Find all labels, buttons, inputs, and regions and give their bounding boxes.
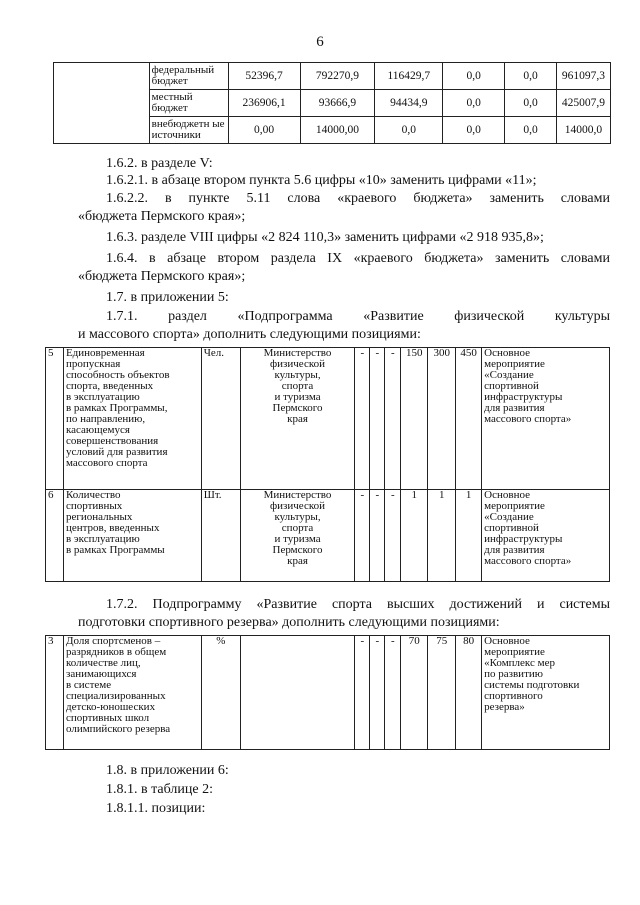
- row-number: 3: [46, 636, 64, 750]
- paragraph-1-7-1-cont: и массового спорта» дополнить следующими позициями:: [78, 327, 421, 342]
- dash-cell: -: [385, 636, 401, 750]
- budget-value: 0,0: [443, 117, 505, 144]
- activity-cell: Основное мероприятие «Создание спортивной инфраструктуры для развития массового спорта»: [482, 490, 610, 582]
- budget-source: внебюджетн ые источники: [149, 117, 228, 144]
- value-cell: 70: [401, 636, 428, 750]
- paragraph-1-7-1: 1.7.1. раздел «Подпрограмма «Развитие физической культуры: [106, 309, 610, 324]
- paragraph-1-8-1: 1.8.1. в таблице 2:: [106, 782, 213, 797]
- budget-value: 0,0: [443, 63, 505, 90]
- dash-cell: -: [370, 490, 385, 582]
- unit-cell: Шт.: [201, 490, 240, 582]
- executor-cell: Министерство физической культуры, спорта и туризма Пермского края: [240, 490, 355, 582]
- budget-value: 0,0: [505, 117, 557, 144]
- budget-value: 0,0: [505, 63, 557, 90]
- paragraph-1-7-2-cont: подготовки спортивного резерва» дополнить следующими позициями:: [78, 615, 500, 630]
- dash-cell: -: [355, 636, 370, 750]
- table-row: [46, 636, 610, 750]
- paragraph-1-6-4-cont: «бюджета Пермского края»;: [78, 269, 246, 284]
- budget-value: 0,0: [505, 90, 557, 117]
- indicator-cell: Единовременная пропускная способность объектов спорта, введенных в эксплуатацию в рамках Программы, по направлению, касающемуся совершенствования условий для развития массового спорта: [63, 348, 201, 490]
- activity-cell: Основное мероприятие «Комплекс мер по развитию системы подготовки спортивного резерва»: [482, 636, 610, 750]
- indicator-cell: Количество спортивных региональных центров, введенных в эксплуатацию в рамках Программы: [63, 490, 201, 582]
- value-cell: 450: [456, 348, 482, 490]
- dash-cell: -: [355, 490, 370, 582]
- budget-value: 14000,00: [300, 117, 375, 144]
- value-cell: 75: [428, 636, 456, 750]
- unit-cell: %: [201, 636, 240, 750]
- budget-value: 94434,9: [375, 90, 443, 117]
- unit-cell: Чел.: [201, 348, 240, 490]
- executor-cell: Министерство физической культуры, спорта и туризма Пермского края: [240, 348, 355, 490]
- paragraph-1-8-1-1: 1.8.1.1. позиции:: [106, 801, 206, 816]
- paragraph-1-6-4: 1.6.4. в абзаце втором раздела IX «краевого бюджета» заменить словами: [106, 251, 610, 266]
- paragraph-1-6-2-2-cont: «бюджета Пермского края»;: [78, 209, 246, 224]
- paragraph-1-8: 1.8. в приложении 6:: [106, 763, 229, 778]
- budget-value: 116429,7: [375, 63, 443, 90]
- budget-value: 93666,9: [300, 90, 375, 117]
- sport-reserve-positions-table: [45, 635, 610, 750]
- row-number: 6: [46, 490, 64, 582]
- budget-value: 961097,3: [556, 63, 610, 90]
- table-row: [46, 348, 610, 490]
- budget-value: 236906,1: [228, 90, 300, 117]
- paragraph-1-6-3: 1.6.3. разделе VIII цифры «2 824 110,3» заменить цифрами «2 918 935,8»;: [106, 230, 544, 245]
- budget-value: 0,0: [443, 90, 505, 117]
- row-number: 5: [46, 348, 64, 490]
- budget-value: 14000,0: [556, 117, 610, 144]
- budget-value: 0,00: [228, 117, 300, 144]
- budget-value: 0,0: [375, 117, 443, 144]
- activity-cell: Основное мероприятие «Создание спортивной инфраструктуры для развития массового спорта»: [482, 348, 610, 490]
- value-cell: 150: [401, 348, 428, 490]
- table-row: [46, 490, 610, 582]
- paragraph-1-7: 1.7. в приложении 5:: [106, 290, 229, 305]
- paragraph-1-6-2: 1.6.2. в разделе V:: [106, 156, 213, 171]
- paragraph-1-7-2: 1.7.2. Подпрограмму «Развитие спорта высших достижений и системы: [106, 597, 610, 612]
- value-cell: 300: [428, 348, 456, 490]
- dash-cell: -: [370, 348, 385, 490]
- indicator-cell: Доля спортсменов – разрядников в общем количестве лиц, занимающихся в системе специализированных детско-юношеских спортивных школ олимпийского резерва: [63, 636, 201, 750]
- page-number: 6: [316, 34, 324, 50]
- budget-source: местный бюджет: [149, 90, 228, 117]
- paragraph-1-6-2-1: 1.6.2.1. в абзаце втором пункта 5.6 цифры «10» заменить цифрами «11»;: [106, 173, 537, 188]
- value-cell: 1: [456, 490, 482, 582]
- paragraph-1-6-2-2: 1.6.2.2. в пункте 5.11 слова «краевого бюджета» заменить словами: [106, 191, 610, 206]
- mass-sport-positions-table: [45, 347, 610, 582]
- value-cell: 1: [428, 490, 456, 582]
- dash-cell: -: [385, 348, 401, 490]
- budget-value: 52396,7: [228, 63, 300, 90]
- dash-cell: -: [355, 348, 370, 490]
- budget-value: 792270,9: [300, 63, 375, 90]
- value-cell: 80: [456, 636, 482, 750]
- budget-row: [54, 63, 611, 90]
- budget-value: 425007,9: [556, 90, 610, 117]
- budget-source: федеральный бюджет: [149, 63, 228, 90]
- budget-table: [53, 62, 611, 144]
- executor-cell: [240, 636, 355, 750]
- budget-empty-cell: [54, 63, 150, 144]
- dash-cell: -: [370, 636, 385, 750]
- dash-cell: -: [385, 490, 401, 582]
- value-cell: 1: [401, 490, 428, 582]
